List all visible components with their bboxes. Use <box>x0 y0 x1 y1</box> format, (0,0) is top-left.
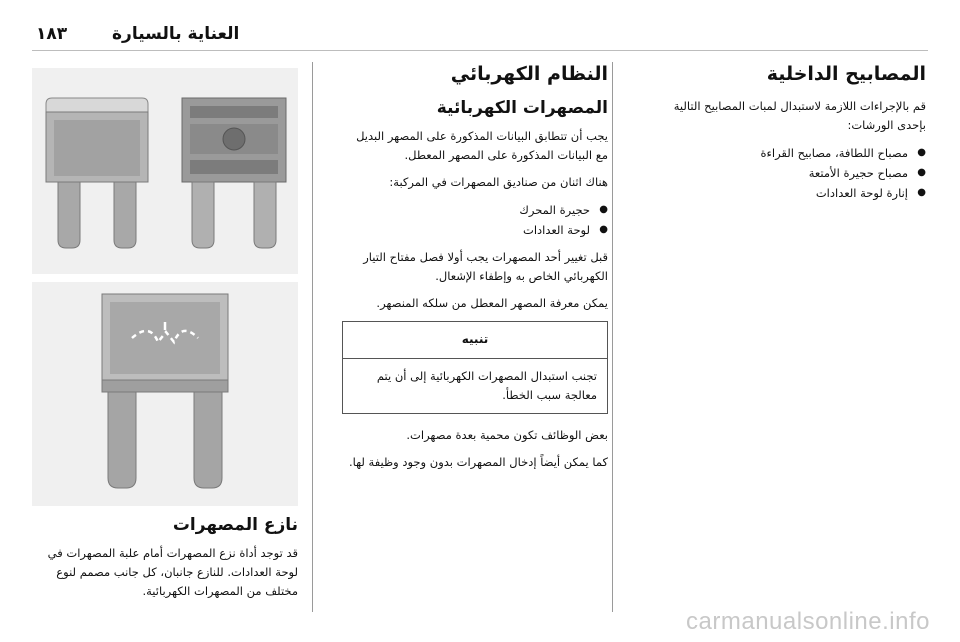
paragraph: هناك اثنان من صناديق المصهرات في المركبة: <box>389 174 608 189</box>
section-title: نازع المصهرات <box>172 515 298 535</box>
paragraph: بعض الوظائف تكون محمية بعدة مصهرات. <box>406 427 608 442</box>
caution-box <box>342 321 608 414</box>
section-title: النظام الكهربائي <box>450 63 608 85</box>
paragraph: يجب أن تتطابق البيانات المذكورة على المصهر البديل مع البيانات المذكورة على المصهر المعطل. <box>356 128 608 162</box>
caution-title: تنبيه <box>343 322 607 359</box>
electrical-system-section <box>342 62 608 480</box>
paragraph: يمكن معرفة المصهر المعطل من سلكه المنصهر. <box>376 295 608 310</box>
section-title: المصابيح الداخلية <box>766 63 926 85</box>
blade-fuse-illustration <box>32 68 298 274</box>
maxi-fuse-illustration <box>32 282 298 506</box>
list-item: ● لوحة العدادات <box>342 220 590 240</box>
page-header <box>0 0 960 50</box>
interior-lights-section <box>660 62 926 211</box>
blade-fuses-icon <box>32 68 298 274</box>
column-divider <box>612 62 613 612</box>
watermark: carmanualsonline.info <box>686 608 930 635</box>
maxi-fuse-icon <box>32 282 298 506</box>
list-item: ● إنارة لوحة العدادات <box>660 183 908 203</box>
paragraph: قبل تغيير أحد المصهرات يجب أولا فصل مفتاح التيار الكهربائي الخاص به وإطفاء الإشعال. <box>363 249 608 283</box>
paragraph: قد توجد أداة نزع المصهرات أمام علبة المصهرات في لوحة العدادات. للنازع جانبان، كل جانب مصمم لنوع مختلف من المصهرات الكهربائية. <box>47 546 298 599</box>
caution-text: تجنب استبدال المصهرات الكهربائية إلى أن يتم معالجة سبب الخطأ. <box>376 368 597 402</box>
paragraph: كما يمكن أيضاً إدخال المصهرات بدون وجود وظيفة لها. <box>348 454 608 469</box>
bullet-list <box>342 200 608 240</box>
header-rule <box>32 50 928 51</box>
section-intro: قم بالإجراءات اللازمة لاستبدال لمبات المصابيح التالية بإحدى الورشات: <box>673 98 926 132</box>
section-subtitle: المصهرات الكهربائية <box>436 97 608 118</box>
list-item: ● مصباح حجيرة الأمتعة <box>660 163 908 183</box>
chapter-title: العناية بالسيارة <box>112 24 240 44</box>
bullet-list <box>660 143 926 203</box>
column-divider <box>312 62 313 612</box>
list-item: ● حجيرة المحرك <box>342 200 590 220</box>
page-number: ١٨٣ <box>36 24 68 44</box>
fuse-extractor-section <box>32 68 298 609</box>
list-item: ● مصباح اللطافة، مصابيح القراءة <box>660 143 908 163</box>
